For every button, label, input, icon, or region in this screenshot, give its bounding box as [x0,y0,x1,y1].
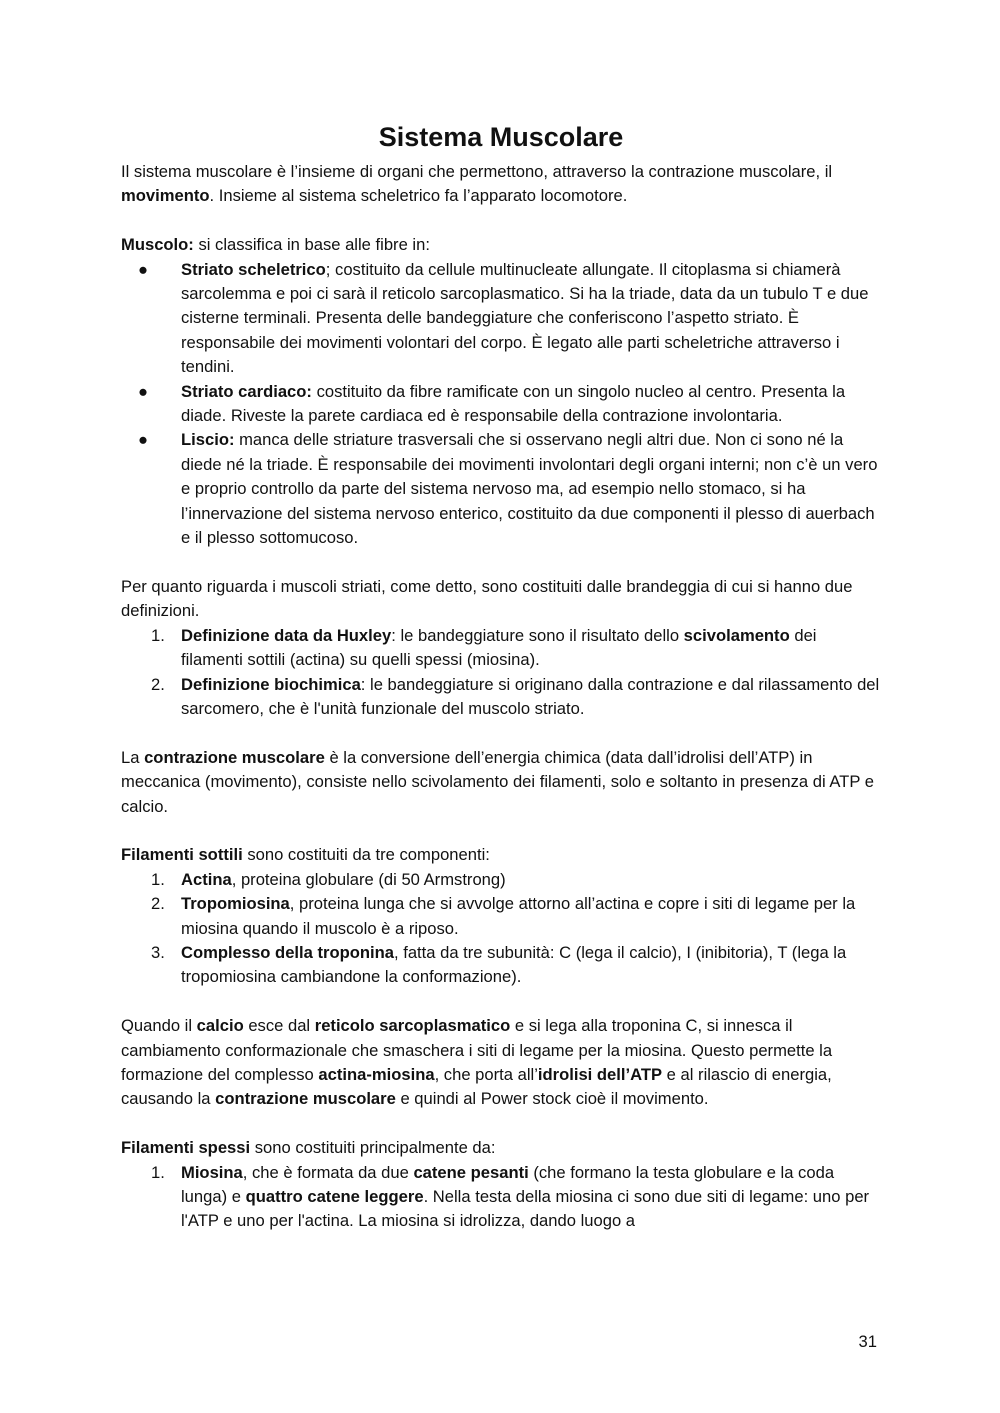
bold-term: contrazione muscolare [215,1089,396,1109]
list-item-text: Liscio: manca delle striature trasversali che si osservano negli altri due. Non ci sono né la diede né la triade. È responsabile dei movimenti involontari degli organi interni; non c’è un vero e proprio controllo da parte del sistema nervoso ma, ad esempio nello stomaco, si ha l’innervazione del sistema nervoso enterico, costituito da due componenti il plesso di auerbach e il plesso sottomucoso. [181,430,878,548]
intro-paragraph: Il sistema muscolare è l’insieme di organi che permettono, attraverso la contrazione muscolare, il movimento. Insieme al sistema scheletrico fa l’apparato locomotore. [121,162,833,206]
list-item-huxley [121,624,881,673]
bold-term: Striato cardiaco: [181,381,312,401]
bold-term: quattro catene leggere [245,1186,424,1206]
bold-term: Miosina [181,1162,243,1182]
list-item-text: Striato cardiaco: costituito da fibre ramificate con un singolo nucleo al centro. Presenta la diade. Riveste la parete cardiaca ed è responsabile della contrazione involontaria. [181,381,846,426]
bold-term: idrolisi dell’ATP [537,1064,663,1084]
bold-term: Muscolo: [121,235,194,255]
sottili-list [121,868,881,990]
bold-term: Liscio: [181,430,235,450]
list-item-striato-cardiaco [121,380,881,429]
spessi-list [121,1161,881,1234]
bold-term: Actina [181,869,232,889]
spacer [121,819,881,843]
list-item-text: Definizione biochimica: le bandeggiature si originano dalla contrazione e dal rilassamento del sarcomero, che è l'unità funzionale del muscolo striato. [181,674,880,718]
list-item-actina [121,868,881,892]
list-item-text: Tropomiosina, proteina lunga che si avvolge attorno all’actina e copre i siti di legame per la miosina quando il muscolo è a riposo. [181,894,856,938]
bold-term: reticolo sarcoplasmatico [314,1016,511,1036]
spacer [121,1112,881,1136]
striati-paragraph: Per quanto riguarda i muscoli striati, come detto, sono costituiti dalle brandeggia di cui si hanno due definizioni. [121,576,853,621]
bold-term: movimento [121,186,210,206]
list-item-text: Miosina, che è formata da due catene pesanti (che formano la testa globulare e la coda lunga) e quattro catene leggere. Nella testa della miosina ci sono due siti di legame: uno per l'ATP e uno per l'actina. La miosina si idrolizza, dando luogo a [181,1162,870,1231]
bold-term: contrazione muscolare [144,747,325,767]
bold-term: Striato scheletrico [181,259,326,279]
bullet-icon: ● [138,259,149,279]
list-item-miosina [121,1161,881,1234]
bold-term: Definizione biochimica [181,674,361,694]
list-item-text: Actina, proteina globulare (di 50 Armstrong) [181,869,506,889]
calcio-paragraph: Quando il calcio esce dal reticolo sarcoplasmatico e si lega alla troponina C, si innesca il cambiamento conformazionale che smaschera i siti di legame per la miosina. Questo permette la formazione del complesso actina-miosina, che porta all’idrolisi dell’ATP e al rilascio di energia, causando la contrazione muscolare e quindi al Power stock cioè il movimento. [121,1016,833,1109]
bold-term: Filamenti spessi [121,1138,251,1158]
list-item-biochimica [121,673,881,722]
spacer [121,209,881,233]
definitions-list [121,624,881,722]
list-number: 1. [151,625,165,645]
spessi-heading: Filamenti spessi sono costituiti principalmente da: [121,1138,496,1158]
bold-term: Tropomiosina [181,894,290,914]
list-number: 1. [151,869,165,889]
bullet-icon: ● [138,430,149,450]
bold-term: actina-miosina [318,1064,435,1084]
bullet-icon: ● [138,381,149,401]
bold-term: Filamenti sottili [121,845,243,865]
sottili-heading: Filamenti sottili sono costituiti da tre componenti: [121,845,490,865]
bold-term: calcio [196,1016,244,1036]
page-title: Sistema Muscolare [378,122,624,152]
page-content [121,119,881,1234]
bold-term: scivolamento [683,625,790,645]
list-item-tropomiosina [121,892,881,941]
list-item-text: Complesso della troponina, fatta da tre subunità: C (lega il calcio), I (inibitoria), T (lega la tropomiosina cambiandone la conformazione). [181,942,847,987]
spacer [121,721,881,745]
list-number: 2. [151,894,165,914]
contrazione-paragraph: La contrazione muscolare è la conversione dell’energia chimica (data dall’idrolisi dell’ATP) in meccanica (movimento), consiste nello scivolamento dei filamenti, solo e soltanto in presenza di ATP e calcio. [121,747,874,816]
list-number: 2. [151,674,165,694]
muscle-types-list [121,258,881,551]
list-item-text: Definizione data da Huxley: le bandeggiature sono il risultato dello scivolamento dei filamenti sottili (actina) su quelli spessi (miosina). [181,625,817,670]
bold-term: catene pesanti [413,1162,529,1182]
spacer [121,990,881,1014]
page-number: 31 [858,1332,877,1351]
muscolo-heading: Muscolo: si classifica in base alle fibre in: [121,235,430,255]
list-item-text: Striato scheletrico; costituito da cellule multinucleate allungate. Il citoplasma si chiamerà sarcolemma e poi ci sarà il reticolo sarcoplasmatico. Si ha la triade, data da un tubulo T e due cisterne terminali. Presenta delle bandeggiature che conferiscono l’aspetto striato. È responsabile dei movimenti volontari del corpo. È legato alle parti scheletriche attraverso i tendini. [181,259,869,377]
list-item-troponina [121,941,881,990]
bold-term: Definizione data da Huxley [181,625,392,645]
list-item-striato-scheletrico [121,258,881,380]
list-item-liscio [121,428,881,550]
spacer [121,550,881,574]
bold-term: Complesso della troponina [181,942,394,962]
list-number: 3. [151,942,165,962]
list-number: 1. [151,1162,165,1182]
